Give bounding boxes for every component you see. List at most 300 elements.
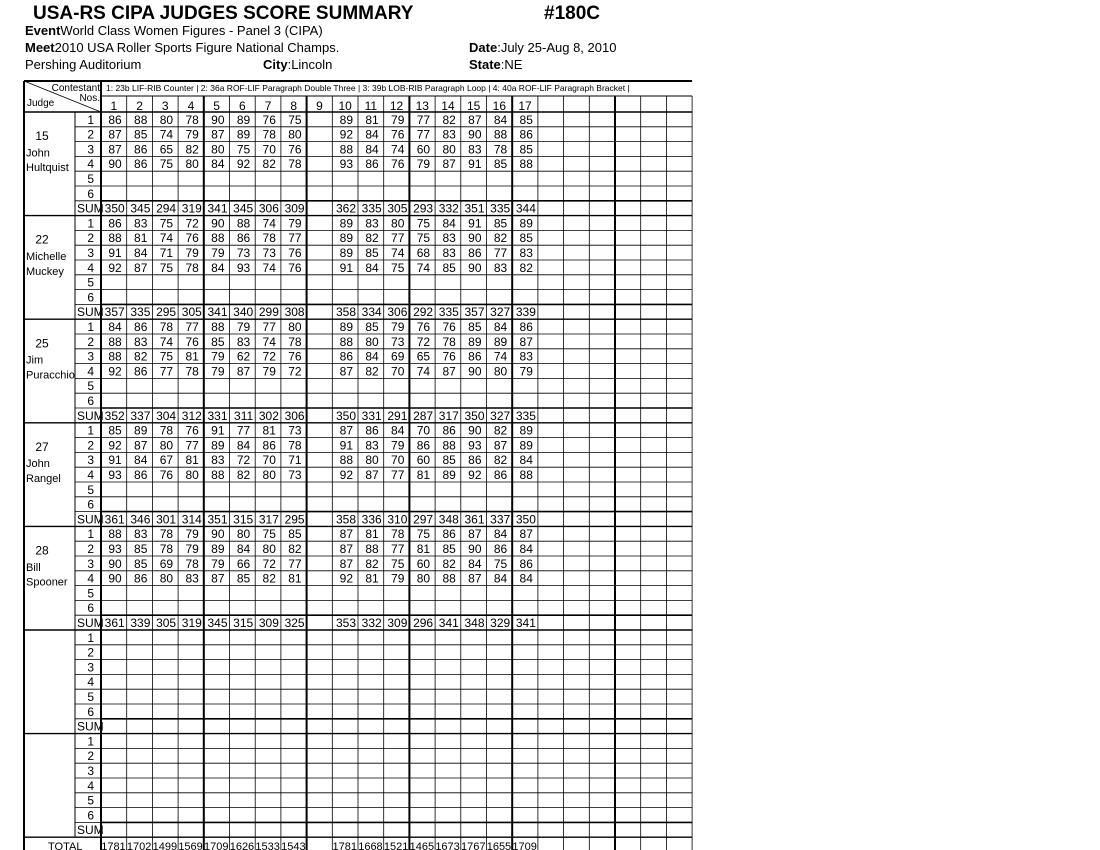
contestant-number: 14	[441, 99, 455, 113]
contestant-number: 4	[187, 99, 195, 113]
score-cell: 82	[519, 260, 533, 275]
score-cell: 88	[365, 542, 379, 556]
score-cell: 74	[391, 142, 405, 157]
total-cell: 1673	[435, 841, 460, 850]
score-cell: 79	[262, 364, 276, 379]
sum-cell: 295	[284, 512, 305, 527]
score-cell: 87	[519, 527, 533, 542]
score-cell: 80	[493, 364, 508, 379]
score-cell: 75	[159, 157, 174, 172]
score-cell: 83	[236, 334, 251, 349]
score-cell: 69	[159, 556, 174, 571]
contestant-number: 10	[338, 99, 352, 113]
row-label: 1	[87, 734, 94, 749]
row-label: 6	[87, 290, 94, 305]
score-cell: 89	[468, 334, 482, 349]
sum-cell: 327	[490, 408, 511, 423]
score-cell: 93	[236, 260, 251, 275]
sum-cell: 351	[464, 201, 485, 216]
score-cell: 84	[391, 423, 405, 438]
score-cell: 77	[159, 364, 174, 379]
score-cell: 79	[391, 112, 405, 127]
score-cell: 89	[493, 334, 508, 349]
corner-nos-label: Nos.	[79, 93, 100, 104]
total-cell: 1499	[152, 841, 178, 850]
score-cell: 85	[519, 112, 533, 127]
score-cell: 89	[519, 216, 533, 231]
judge-last-name: Hultquist	[26, 162, 69, 175]
score-cell: 80	[185, 157, 199, 172]
total-cell: 1533	[255, 841, 280, 850]
score-cell: 83	[134, 216, 148, 231]
score-cell: 85	[365, 320, 379, 334]
sum-cell: 334	[361, 305, 382, 320]
row-label: 3	[87, 142, 94, 157]
score-cell: 87	[134, 438, 148, 453]
score-cell: 90	[468, 260, 482, 275]
judge-first-name: John	[26, 458, 50, 471]
score-cell: 82	[365, 231, 379, 246]
score-cell: 87	[108, 142, 122, 157]
sum-cell: 305	[181, 305, 202, 320]
corner-judge-label: Judge	[27, 98, 55, 109]
row-label: 2	[87, 645, 94, 660]
score-cell: 73	[391, 334, 405, 349]
sum-cell: 317	[438, 408, 459, 423]
score-cell: 78	[288, 438, 302, 453]
score-cell: 91	[211, 423, 225, 438]
sum-cell: 305	[156, 616, 177, 630]
score-cell: 75	[288, 112, 302, 127]
sum-cell: 341	[438, 616, 459, 630]
score-cell: 84	[108, 320, 122, 334]
sum-cell: 361	[104, 616, 125, 630]
sum-cell: 331	[207, 408, 228, 423]
score-cell: 70	[262, 453, 276, 468]
contestant-number: 15	[466, 99, 481, 113]
score-cell: 82	[288, 542, 302, 556]
contestant-number: 1	[110, 99, 118, 113]
score-cell: 83	[185, 571, 199, 586]
score-cell: 90	[468, 127, 482, 142]
score-cell: 62	[236, 349, 251, 364]
score-cell: 78	[185, 556, 199, 571]
contestant-number: 12	[389, 99, 404, 113]
total-cell: 1543	[281, 841, 306, 850]
score-cell: 87	[519, 334, 533, 349]
score-cell: 79	[185, 127, 199, 142]
sum-cell: 295	[156, 305, 177, 320]
score-cell: 78	[262, 231, 276, 246]
score-cell: 82	[442, 112, 456, 127]
sum-cell: 357	[104, 305, 125, 320]
sum-cell: 357	[464, 305, 485, 320]
contestant-number: 7	[264, 99, 272, 113]
total-cell: 1767	[461, 841, 486, 850]
sum-cell: 327	[490, 305, 511, 320]
score-cell: 74	[159, 231, 174, 246]
score-cell: 92	[108, 260, 122, 275]
score-cell: 78	[493, 142, 508, 157]
judge-last-name: Muckey	[26, 265, 64, 278]
score-cell: 88	[339, 142, 353, 157]
score-cell: 65	[159, 142, 174, 157]
score-cell: 88	[211, 320, 225, 334]
sum-cell: 337	[490, 512, 511, 527]
score-cell: 80	[365, 453, 379, 468]
score-cell: 91	[108, 246, 122, 260]
score-cell: 87	[339, 423, 353, 438]
sum-cell: 294	[156, 201, 177, 216]
state-value: NE	[504, 57, 523, 72]
score-cell: 65	[416, 349, 431, 364]
score-cell: 79	[391, 571, 405, 586]
score-cell: 75	[391, 260, 405, 275]
score-cell: 75	[236, 142, 251, 157]
row-label: 3	[87, 453, 94, 468]
score-cell: 76	[416, 320, 431, 334]
row-label: 4	[87, 778, 94, 793]
score-cell: 79	[211, 349, 225, 364]
row-label: 3	[87, 349, 94, 364]
score-cell: 78	[185, 112, 199, 127]
score-cell: 80	[262, 468, 276, 482]
score-cell: 76	[442, 349, 456, 364]
score-cell: 71	[159, 246, 174, 260]
score-cell: 82	[365, 364, 379, 379]
score-cell: 92	[339, 468, 353, 482]
score-cell: 89	[211, 542, 225, 556]
row-label: 5	[87, 275, 94, 290]
score-cell: 82	[493, 423, 508, 438]
score-cell: 90	[468, 542, 482, 556]
score-cell: 86	[442, 527, 456, 542]
row-label: 4	[87, 675, 94, 690]
score-cell: 80	[159, 438, 174, 453]
score-cell: 78	[288, 157, 302, 172]
score-cell: 88	[211, 468, 225, 482]
score-cell: 72	[262, 349, 276, 364]
contestant-number: 5	[213, 99, 220, 113]
sum-cell: 348	[438, 512, 459, 527]
score-cell: 86	[134, 468, 148, 482]
score-cell: 87	[468, 571, 482, 586]
total-cell: 1521	[383, 841, 409, 850]
score-cell: 78	[262, 127, 276, 142]
score-cell: 86	[134, 142, 148, 157]
score-cell: 88	[519, 468, 533, 482]
sum-cell: 350	[335, 408, 356, 423]
score-cell: 77	[185, 438, 199, 453]
sum-cell: 335	[130, 305, 151, 320]
score-cell: 91	[468, 216, 482, 231]
score-cell: 91	[339, 260, 353, 275]
row-label: 3	[87, 246, 94, 260]
sum-cell: 341	[207, 201, 228, 216]
contestant-number: 9	[316, 99, 323, 113]
score-cell: 92	[236, 157, 251, 172]
sum-label: SUM	[77, 305, 104, 320]
sum-cell: 305	[387, 201, 408, 216]
score-cell: 84	[211, 260, 225, 275]
score-cell: 81	[416, 542, 431, 556]
score-cell: 82	[134, 349, 148, 364]
score-cell: 83	[365, 438, 379, 453]
contestant-number: 2	[136, 99, 143, 113]
score-cell: 90	[211, 112, 225, 127]
score-cell: 84	[493, 527, 508, 542]
venue: Pershing Auditorium	[25, 57, 142, 72]
judge-number: 22	[35, 232, 49, 247]
score-cell: 79	[391, 320, 405, 334]
sum-cell: 353	[335, 616, 356, 630]
score-cell: 74	[262, 334, 276, 349]
score-cell: 76	[159, 468, 174, 482]
score-cell: 86	[134, 157, 148, 172]
sum-label: SUM	[77, 823, 104, 838]
sum-label: SUM	[77, 616, 104, 630]
score-cell: 74	[493, 349, 508, 364]
score-cell: 76	[288, 246, 302, 260]
row-label: 5	[87, 379, 94, 394]
score-cell: 77	[236, 423, 251, 438]
total-cell: 1709	[512, 841, 537, 850]
row-label: 6	[87, 497, 94, 512]
row-label: 5	[87, 482, 94, 497]
score-cell: 87	[134, 260, 148, 275]
score-cell: 78	[159, 423, 174, 438]
score-cell: 72	[416, 334, 431, 349]
score-cell: 86	[108, 216, 122, 231]
score-cell: 70	[391, 364, 405, 379]
score-cell: 86	[262, 438, 276, 453]
sum-cell: 293	[413, 201, 434, 216]
sheet-number: #180C	[544, 3, 600, 24]
score-cell: 84	[134, 246, 148, 260]
score-cell: 84	[365, 127, 379, 142]
row-label: 2	[87, 231, 94, 246]
score-cell: 80	[159, 112, 174, 127]
score-cell: 70	[262, 142, 276, 157]
contestant-number: 3	[161, 99, 169, 113]
row-label: 4	[87, 468, 94, 482]
score-cell: 88	[442, 571, 456, 586]
row-label: 5	[87, 172, 94, 186]
judge-first-name: Bill	[26, 561, 41, 574]
score-cell: 79	[211, 246, 225, 260]
judge-last-name: Rangel	[26, 473, 61, 485]
score-cell: 87	[442, 364, 456, 379]
score-cell: 84	[519, 571, 533, 586]
total-cell: 1709	[204, 841, 229, 850]
total-cell: 1781	[332, 841, 357, 850]
score-cell: 72	[236, 453, 251, 468]
score-cell: 87	[468, 112, 482, 127]
score-cell: 89	[134, 423, 148, 438]
score-cell: 85	[519, 142, 533, 157]
score-cell: 84	[493, 320, 508, 334]
score-cell: 77	[288, 231, 302, 246]
row-label: 6	[87, 186, 94, 201]
score-cell: 92	[468, 468, 482, 482]
sum-cell: 314	[181, 512, 202, 527]
score-cell: 84	[211, 157, 225, 172]
corner-contestant-label: Contestant	[51, 83, 100, 94]
score-cell: 86	[134, 320, 148, 334]
sum-cell: 345	[130, 201, 151, 216]
score-cell: 85	[134, 542, 148, 556]
score-cell: 86	[365, 157, 379, 172]
score-cell: 87	[339, 542, 353, 556]
score-cell: 86	[468, 349, 482, 364]
score-cell: 87	[493, 438, 508, 453]
score-cell: 75	[493, 556, 508, 571]
sum-cell: 299	[258, 305, 279, 320]
score-cell: 74	[416, 260, 431, 275]
score-cell: 86	[339, 349, 353, 364]
score-cell: 85	[493, 216, 508, 231]
sum-cell: 335	[438, 305, 459, 320]
event-label: Event	[25, 23, 61, 38]
score-cell: 77	[185, 320, 199, 334]
score-cell: 74	[416, 364, 431, 379]
score-cell: 82	[442, 556, 456, 571]
judge-first-name: John	[26, 147, 50, 160]
row-label: 1	[87, 320, 94, 334]
score-cell: 92	[339, 127, 353, 142]
score-cell: 84	[365, 142, 379, 157]
score-cell: 87	[365, 468, 379, 482]
score-cell: 67	[159, 453, 174, 468]
score-cell: 84	[519, 542, 533, 556]
score-cell: 72	[185, 216, 199, 231]
row-label: 1	[87, 423, 94, 438]
score-cell: 85	[134, 556, 148, 571]
score-cell: 90	[468, 231, 482, 246]
sum-cell: 302	[258, 408, 279, 423]
sum-cell: 362	[335, 201, 356, 216]
score-cell: 89	[339, 216, 353, 231]
score-cell: 75	[416, 216, 431, 231]
sum-cell: 301	[156, 512, 177, 527]
score-cell: 86	[365, 423, 379, 438]
score-cell: 84	[236, 542, 251, 556]
score-cell: 86	[236, 231, 251, 246]
contestant-number: 13	[415, 99, 429, 113]
sum-cell: 358	[335, 512, 356, 527]
sum-cell: 315	[233, 616, 254, 630]
sum-cell: 311	[234, 408, 254, 423]
sum-cell: 335	[361, 201, 382, 216]
score-cell: 83	[493, 260, 508, 275]
score-cell: 85	[519, 231, 533, 246]
score-cell: 77	[391, 468, 405, 482]
sum-cell: 348	[464, 616, 485, 630]
row-label: 5	[87, 690, 94, 704]
score-cell: 79	[185, 542, 199, 556]
score-cell: 86	[519, 127, 533, 142]
sum-cell: 309	[387, 616, 408, 630]
score-cell: 88	[108, 231, 122, 246]
score-cell: 86	[519, 320, 533, 334]
row-label: 2	[87, 334, 94, 349]
page-title: USA-RS CIPA JUDGES SCORE SUMMARY	[33, 3, 414, 24]
row-label: 1	[87, 527, 94, 542]
score-cell: 83	[134, 334, 148, 349]
score-cell: 87	[108, 127, 122, 142]
score-cell: 80	[211, 142, 225, 157]
score-cell: 60	[416, 453, 431, 468]
sum-cell: 296	[413, 616, 434, 630]
score-cell: 60	[416, 142, 431, 157]
score-cell: 90	[468, 423, 482, 438]
score-cell: 85	[134, 127, 148, 142]
state-label: State	[469, 57, 501, 72]
score-cell: 78	[442, 334, 456, 349]
score-cell: 83	[468, 142, 482, 157]
sum-cell: 345	[233, 201, 254, 216]
sum-cell: 319	[181, 201, 202, 216]
score-cell: 86	[493, 468, 508, 482]
score-cell: 87	[339, 364, 353, 379]
score-cell: 82	[365, 556, 379, 571]
score-cell: 93	[108, 468, 122, 482]
sum-cell: 352	[104, 408, 125, 423]
score-cell: 80	[288, 320, 302, 334]
score-cell: 80	[365, 334, 379, 349]
score-cell: 83	[211, 453, 225, 468]
score-cell: 81	[262, 423, 276, 438]
score-cell: 85	[108, 423, 122, 438]
sum-cell: 297	[413, 512, 434, 527]
score-cell: 86	[108, 112, 122, 127]
event-value: World Class Women Figures - Panel 3 (CIPA)	[60, 23, 323, 38]
judge-number: 28	[35, 543, 49, 558]
score-cell: 81	[365, 527, 379, 542]
score-cell: 81	[365, 112, 379, 127]
row-label: 6	[87, 808, 94, 823]
score-cell: 77	[288, 556, 302, 571]
sum-cell: 332	[438, 201, 459, 216]
score-cell: 89	[339, 320, 353, 334]
score-cell: 88	[519, 157, 533, 172]
score-cell: 87	[211, 127, 225, 142]
score-cell: 88	[108, 334, 122, 349]
score-cell: 76	[288, 142, 302, 157]
score-cell: 75	[159, 349, 174, 364]
sum-cell: 340	[233, 305, 254, 320]
score-cell: 80	[236, 527, 251, 542]
score-cell: 86	[493, 542, 508, 556]
sum-cell: 306	[387, 305, 408, 320]
sum-cell: 309	[284, 201, 305, 216]
row-label: 3	[87, 764, 94, 778]
score-cell: 86	[134, 364, 148, 379]
score-cell: 77	[416, 112, 431, 127]
score-cell: 87	[339, 527, 353, 542]
score-cell: 80	[288, 127, 302, 142]
score-cell: 89	[339, 112, 353, 127]
score-cell: 81	[185, 349, 199, 364]
score-cell: 79	[211, 364, 225, 379]
score-cell: 89	[442, 468, 456, 482]
score-cell: 81	[185, 453, 199, 468]
score-cell: 86	[416, 438, 431, 453]
score-cell: 93	[468, 438, 482, 453]
score-cell: 78	[185, 260, 199, 275]
sum-label: SUM	[77, 512, 104, 527]
score-cell: 90	[211, 216, 225, 231]
